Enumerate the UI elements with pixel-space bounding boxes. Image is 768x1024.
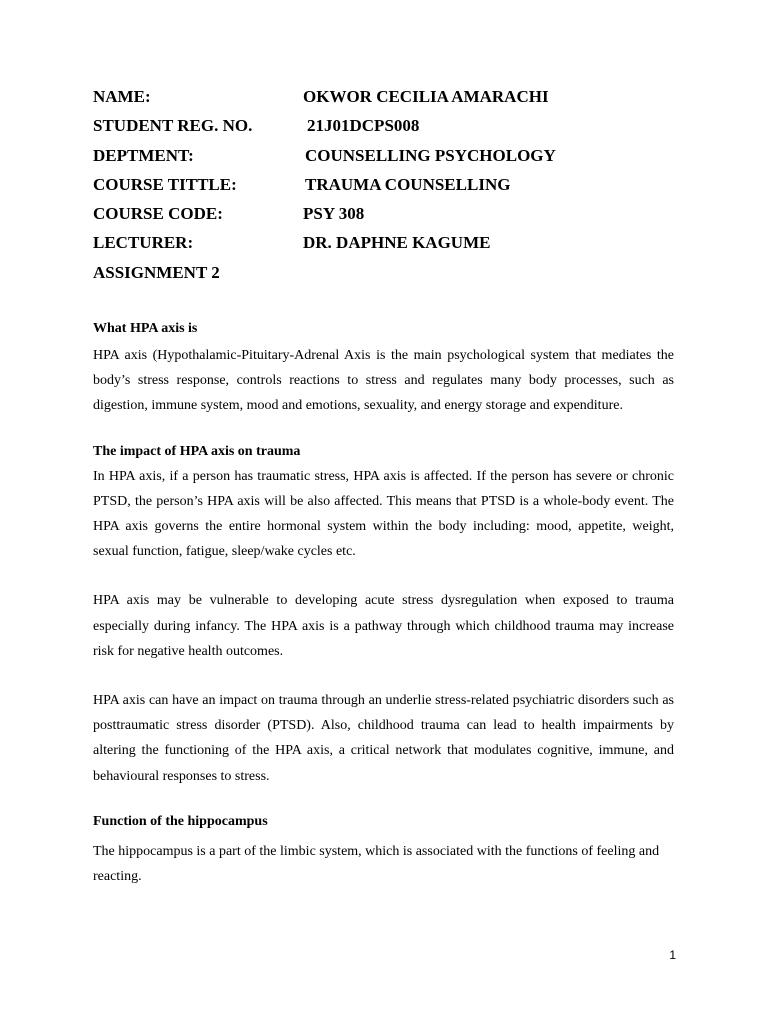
course-code-value: PSY 308: [303, 204, 365, 224]
course-code-label: COURSE CODE:: [93, 204, 223, 224]
section-heading-hpa-impact: The impact of HPA axis on trauma: [93, 443, 301, 459]
department-row: [93, 145, 693, 174]
lecturer-label: LECTURER:: [93, 233, 194, 253]
document-body: [93, 320, 674, 889]
student-info-header: [93, 86, 693, 291]
course-title-label: COURSE TITTLE:: [93, 174, 237, 194]
course-title-value: TRAUMA COUNSELLING: [305, 174, 511, 194]
paragraph-hpa-impact-1: In HPA axis, if a person has traumatic stress, HPA axis is affected. If the person has severe or chronic PTSD, the person’s HPA axis will be also affected. This means that PTSD is a whole-body event. The HPA axis governs the entire hormonal system within the body including: mood, appetite, weight, sexual function, fatigue, sleep/wake cycles etc.: [93, 468, 674, 560]
lecturer-row: [93, 232, 693, 261]
paragraph-hippocampus-function: The hippocampus is a part of the limbic system, which is associated with the functions of feeling and reacting.: [93, 843, 660, 885]
section-heading-hpa-axis: What HPA axis is: [93, 321, 198, 336]
assignment-title: ASSIGNMENT 2: [93, 262, 220, 282]
paragraph-hpa-axis-definition: HPA axis (Hypothalamic-Pituitary-Adrenal Axis is the main psychological system that mediates the body’s stress response, controls reactions to stress and regulates many body processes, such as digestion, immune system, mood and emotions, sexuality, and energy storage and expenditure.: [93, 348, 674, 414]
reg-no-value: 21J01DCPS008: [307, 116, 420, 136]
department-label: DEPTMENT:: [93, 145, 194, 165]
name-value: OKWOR CECILIA AMARACHI: [303, 87, 549, 106]
course-code-row: [93, 203, 693, 232]
page-number: 1: [669, 948, 676, 962]
paragraph-hpa-impact-2: HPA axis may be vulnerable to developing acute stress dysregulation when exposed to trauma especially during infancy. The HPA axis is a pathway through which childhood trauma may increase risk for negative health outcomes.: [93, 593, 674, 659]
name-row: [93, 86, 693, 115]
reg-no-row: [93, 115, 693, 144]
reg-no-label: STUDENT REG. NO.: [93, 116, 253, 136]
course-title-row: [93, 174, 693, 203]
name-label: NAME:: [93, 87, 151, 106]
lecturer-value: DR. DAPHNE KAGUME: [303, 233, 491, 253]
paragraph-hpa-impact-3: HPA axis can have an impact on trauma through an underlie stress-related psychiatric disorders such as posttraumatic stress disorder (PTSD). Also, childhood trauma can lead to health impairments by altering the functioning of the HPA axis, a critical network that modulates cognitive, immune, and behavioural responses to stress.: [93, 693, 674, 784]
section-heading-hippocampus: Function of the hippocampus: [93, 813, 268, 829]
assignment-row: [93, 262, 693, 291]
department-value: COUNSELLING PSYCHOLOGY: [305, 145, 556, 165]
